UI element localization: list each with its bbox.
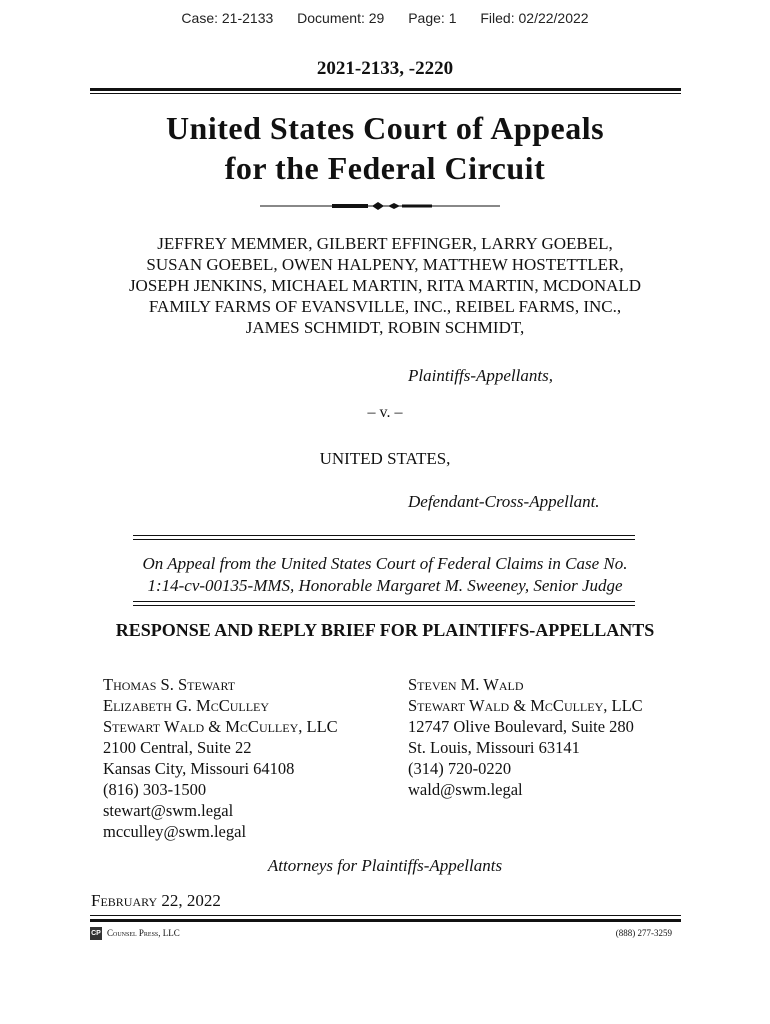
appellants-label: Plaintiffs-Appellants, <box>408 366 553 385</box>
attorneys-label: Attorneys for Plaintiffs-Appellants <box>267 856 503 875</box>
counsel-block-left <box>103 674 338 842</box>
email: mcculley@swm.legal <box>103 822 247 841</box>
publisher-name: Counsel Press, LLC <box>107 928 180 938</box>
docket-number: 2021-2133, -2220 <box>316 58 454 79</box>
address-line: 12747 Olive Boulevard, Suite 280 <box>408 717 634 736</box>
phone: (816) 303-1500 <box>103 780 207 799</box>
court-title <box>0 108 770 188</box>
law-firm: Stewart Wald & McCulley, LLC <box>103 717 338 736</box>
attorney-name: Thomas S. Stewart <box>103 675 236 694</box>
footer-rule-thin <box>90 915 681 916</box>
filing-header <box>0 10 770 26</box>
email: stewart@swm.legal <box>103 801 234 820</box>
counsel-block-right <box>408 674 643 800</box>
appellants-line: JAMES SCHMIDT, ROBIN SCHMIDT, <box>245 318 525 337</box>
attorney-name: Steven M. Wald <box>408 675 524 694</box>
address-line: St. Louis, Missouri 63141 <box>408 738 580 757</box>
versus: – v. – <box>367 404 403 421</box>
appellee-name: UNITED STATES, <box>319 449 451 468</box>
appeal-rule-bottom-2 <box>133 605 635 606</box>
footer-rule-thick <box>90 919 681 922</box>
law-firm: Stewart Wald & McCulley, LLC <box>408 696 643 715</box>
document-number: Document: 29 <box>297 10 385 26</box>
phone: (314) 720-0220 <box>408 759 512 778</box>
header-rule-thin <box>90 93 681 94</box>
attorney-name: Elizabeth G. McCulley <box>103 696 270 715</box>
email: wald@swm.legal <box>408 780 523 799</box>
appellants-line: JOSEPH JENKINS, MICHAEL MARTIN, RITA MARTIN, MCDONALD <box>128 276 642 295</box>
appellee-label: Defendant-Cross-Appellant. <box>408 492 600 511</box>
appeal-rule-top-2 <box>133 539 635 540</box>
address-line: 2100 Central, Suite 22 <box>103 738 252 757</box>
appellants-line: JEFFREY MEMMER, GILBERT EFFINGER, LARRY GOEBEL, <box>157 234 613 253</box>
address-line: Kansas City, Missouri 64108 <box>103 759 295 778</box>
header-rule-thick <box>90 88 681 91</box>
appeal-rule-top-1 <box>133 535 635 536</box>
appeal-rule-bottom-1 <box>133 601 635 602</box>
filed-date: Filed: 02/22/2022 <box>480 10 589 26</box>
appellants-line: SUSAN GOEBEL, OWEN HALPENY, MATTHEW HOSTETTLER, <box>146 255 624 274</box>
appellants-list <box>0 233 770 338</box>
page-number: Page: 1 <box>408 10 457 26</box>
appeal-line-2: 1:14-cv-00135-MMS, Honorable Margaret M. Sweeney, Senior Judge <box>147 576 623 595</box>
counsel-press-logo-icon: CP <box>90 927 102 940</box>
appellants-line: FAMILY FARMS OF EVANSVILLE, INC., REIBEL FARMS, INC., <box>148 297 622 316</box>
appeal-statement <box>0 553 770 597</box>
filing-date: February 22, 2022 <box>91 891 221 910</box>
publisher-phone: (888) 277-3259 <box>615 928 672 938</box>
appeal-line-1: On Appeal from the United States Court of Federal Claims in Case No. <box>142 554 628 573</box>
court-title-line-1: United States Court of Appeals <box>165 110 605 146</box>
ornament-divider <box>260 200 500 212</box>
court-title-line-2: for the Federal Circuit <box>224 150 546 186</box>
case-number: Case: 21-2133 <box>181 10 274 26</box>
brief-title: RESPONSE AND REPLY BRIEF FOR PLAINTIFFS-APPELLANTS <box>115 620 655 640</box>
